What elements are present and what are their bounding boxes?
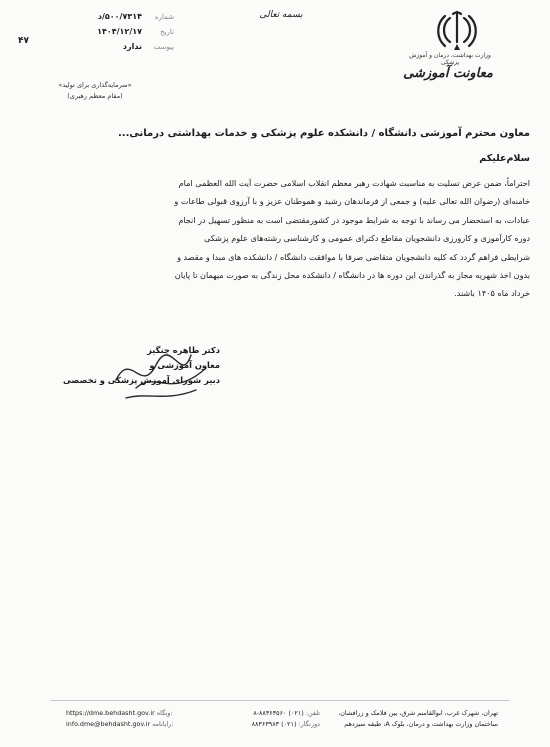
email[interactable]: info.dme@behdasht.gov.ir (66, 720, 151, 728)
email-row (66, 719, 196, 730)
attachment-row (56, 39, 176, 54)
body-line: خرداد ماه ۱۴۰۵ باشند. (454, 288, 530, 299)
number-label: شماره (154, 13, 174, 21)
footer-web (66, 708, 196, 730)
year-slogan (40, 80, 150, 102)
date-row (56, 24, 176, 39)
margin-number: ۴۷ (18, 36, 29, 46)
number-row (56, 9, 176, 24)
body-line: شرایطی فراهم گردد که کلیه دانشجویان متقاضی صرفا با موافقت دانشگاه / دانشکده های مبدا و مقصد و (177, 251, 530, 262)
fax-row (200, 719, 320, 730)
phone: (۰۲۱) ۸۸۳۶۳۵۶۰-۸ (253, 709, 304, 717)
fax: (۰۲۱) ۸۸۳۶۳۹۸۳ (251, 720, 297, 728)
footer-phones (200, 708, 320, 730)
footer-address (330, 708, 498, 730)
addressee: معاون محترم آموزشی دانشگاه / دانشکده علوم پزشکی و خدمات بهداشتی درمانی... (117, 128, 530, 139)
email-label: رایانامه: (152, 720, 174, 728)
reference-block (56, 9, 176, 54)
greeting: سلام‌علیکم (479, 153, 530, 164)
signature-block (62, 343, 220, 388)
body-line: بدون اخذ شهریه مجاز به گذراندن این دوره ها در دانشگاه / دانشکده محل زندگی به صورت میهمان تا پایان (174, 270, 530, 281)
slogan-text: «سرمایه‌گذاری برای تولید» (58, 81, 132, 89)
deputy-name: معاونت آموزشی (403, 66, 493, 81)
slogan-attribution: (مقام معظم رهبری) (67, 92, 123, 100)
phone-label: تلفن: (305, 709, 320, 717)
signatory-title: معاون آموزشی و (149, 360, 220, 370)
website-label: وبگاه: (156, 709, 173, 717)
date-value: ۱۴۰۴/۱۲/۱۷ (97, 27, 142, 36)
address-line: تهران، شهرک غرب، ابوالقاسم شرق، بین فلامک و زرافشان، (338, 709, 498, 717)
signatory-title: دبیر شورای آموزش پزشکی و تخصصی (62, 375, 220, 385)
number-value: ۵۰۰/۷۳۱۴/د (97, 12, 142, 21)
address-line: ساختمان وزارت بهداشت و درمان، بلوک A، طبقه سیزدهم (344, 720, 498, 728)
attachment-label: پیوست (153, 43, 174, 51)
website-row (66, 708, 196, 719)
footer-divider (50, 700, 510, 701)
website[interactable]: https://dme.behdasht.gov.ir (66, 709, 155, 717)
fax-label: دورنگار: (298, 720, 320, 728)
phone-row (200, 708, 320, 719)
ministry-name: وزارت بهداشت، درمان و آموزش پزشکی (409, 52, 491, 66)
iran-emblem-icon (436, 8, 478, 52)
body-paragraph (60, 174, 530, 303)
date-label: تاریخ (160, 28, 174, 36)
body-line: احتراماً، ضمن عرض تسلیت به مناسبت شهادت رهبر معظم انقلاب اسلامی حضرت آیت الله العظمی امام (178, 178, 530, 188)
signatory-name: دکتر طاهره چنگیز (147, 345, 220, 355)
letter-body (60, 118, 530, 303)
attachment-value: ندارد (122, 42, 142, 51)
body-line: خامنه‌ای (رضوان الله تعالی علیه) و جمعی از فرماندهان رشید و هموطنان عزیز و با آرزوی قبولی طاعات و (174, 196, 530, 207)
body-line: دوره کارآموزی و کارورزی دانشجویان مقاطع دکترای عمومی و کارشناسی رشته‌های علوم پزشکی (203, 233, 530, 244)
body-line: عبادات، به استحضار می رساند با توجه به شرایط موجود در کشورمقتضی است به منظور تسهیل در انجام (178, 214, 530, 225)
basmala: بسمه تعالی (259, 10, 303, 20)
